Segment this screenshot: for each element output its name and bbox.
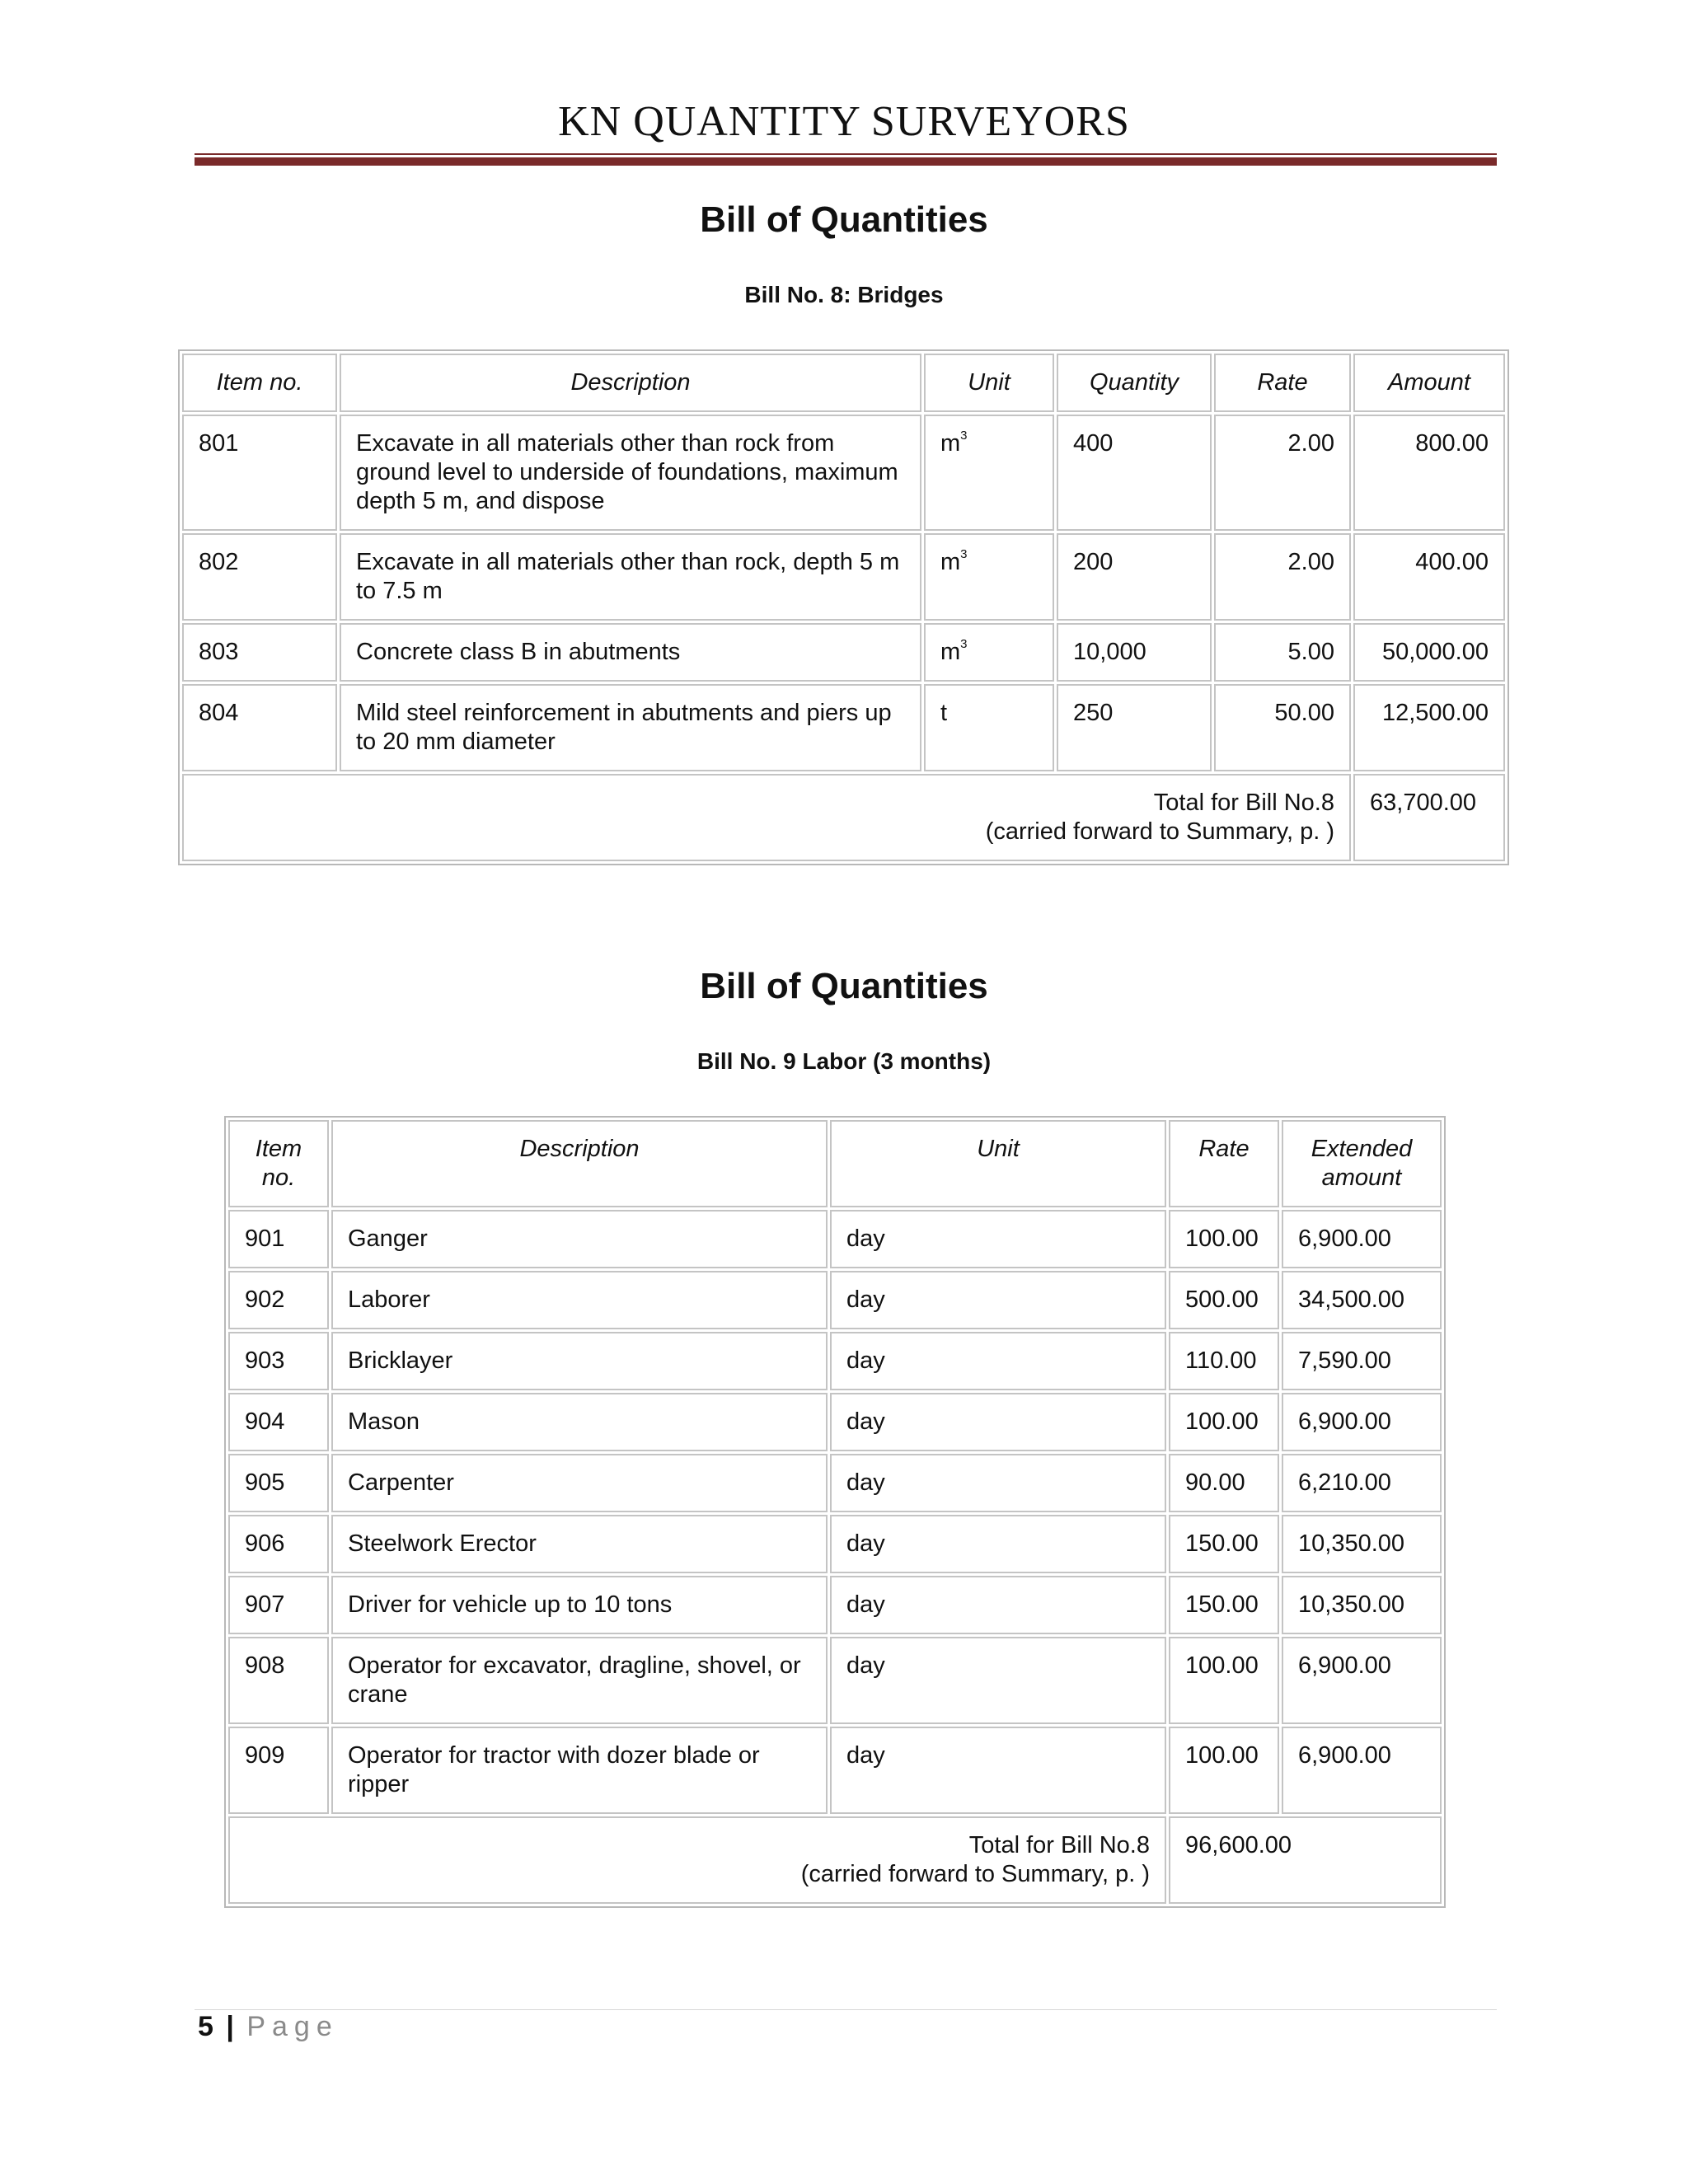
bill8-total-amount: 63,700.00: [1353, 774, 1505, 861]
page-label: Page: [246, 2011, 339, 2042]
bill8-total-label: Total for Bill No.8: [1153, 790, 1334, 816]
amount: 800.00: [1353, 415, 1505, 531]
rate: 100.00: [1169, 1393, 1279, 1451]
description: Concrete class B in abutments: [340, 623, 921, 682]
table-row: [228, 1727, 1442, 1814]
item-no: 801: [182, 415, 337, 531]
rate: 100.00: [1169, 1637, 1279, 1724]
unit: [924, 415, 1054, 531]
quantity: 250: [1057, 684, 1212, 771]
table-row: [228, 1576, 1442, 1634]
unit: day: [830, 1727, 1166, 1814]
extended-amount: 10,350.00: [1282, 1576, 1442, 1634]
description: Bricklayer: [331, 1332, 828, 1390]
table-row: [182, 684, 1505, 771]
bill9-total-amount: 96,600.00: [1169, 1816, 1442, 1904]
bill8-total-note: (carried forward to Summary, p. ): [985, 818, 1334, 845]
extended-amount: 6,210.00: [1282, 1454, 1442, 1512]
amount: 12,500.00: [1353, 684, 1505, 771]
unit: day: [830, 1271, 1166, 1329]
extended-amount: 34,500.00: [1282, 1271, 1442, 1329]
item-no: 802: [182, 533, 337, 621]
table-row: [228, 1393, 1442, 1451]
unit-superscript: 3: [960, 637, 968, 651]
item-no: 902: [228, 1271, 329, 1329]
page-number: 5: [198, 2011, 213, 2042]
quantity: 200: [1057, 533, 1212, 621]
bill8-title: Bill of Quantities: [700, 199, 988, 240]
bill9-title: Bill of Quantities: [700, 966, 988, 1006]
quantity: 10,000: [1057, 623, 1212, 682]
bill9-col-item: Item no.: [228, 1120, 329, 1207]
bill8-col-unit: Unit: [924, 354, 1054, 412]
amount: 400.00: [1353, 533, 1505, 621]
bill8-col-amount: Amount: [1353, 354, 1505, 412]
description: Ganger: [331, 1210, 828, 1268]
unit: [924, 533, 1054, 621]
bill8-col-rate: Rate: [1214, 354, 1351, 412]
item-no: 909: [228, 1727, 329, 1814]
rate: 2.00: [1214, 415, 1351, 531]
bill9-total-label: Total for Bill No.8: [968, 1832, 1150, 1858]
bill8-subtitle: Bill No. 8: Bridges: [744, 282, 944, 307]
unit: day: [830, 1637, 1166, 1724]
bill8-col-quantity: Quantity: [1057, 354, 1212, 412]
extended-amount: 6,900.00: [1282, 1727, 1442, 1814]
unit: [924, 684, 1054, 771]
item-no: 804: [182, 684, 337, 771]
header-rule-thick: [195, 157, 1497, 166]
bill9-col-description: Description: [331, 1120, 828, 1207]
unit-text: m: [940, 549, 961, 575]
table-row: [228, 1210, 1442, 1268]
bill8-col-description: Description: [340, 354, 921, 412]
item-no: 908: [228, 1637, 329, 1724]
description: Steelwork Erector: [331, 1515, 828, 1573]
extended-amount: 6,900.00: [1282, 1210, 1442, 1268]
amount: 50,000.00: [1353, 623, 1505, 682]
bill9-col-rate: Rate: [1169, 1120, 1279, 1207]
rate: 150.00: [1169, 1576, 1279, 1634]
unit-text: m: [940, 430, 961, 457]
rate: 100.00: [1169, 1210, 1279, 1268]
bill9-col-unit: Unit: [830, 1120, 1166, 1207]
header-rule-thin: [195, 153, 1497, 155]
extended-amount: 7,590.00: [1282, 1332, 1442, 1390]
item-no: 901: [228, 1210, 329, 1268]
item-no: 906: [228, 1515, 329, 1573]
quantity: 400: [1057, 415, 1212, 531]
table-row: [182, 623, 1505, 682]
bill9-total-row: [228, 1816, 1442, 1904]
description: Laborer: [331, 1271, 828, 1329]
bill8-total-label-cell: [182, 774, 1351, 861]
unit: day: [830, 1393, 1166, 1451]
table-row: [228, 1454, 1442, 1512]
bill8-table: [178, 349, 1509, 865]
extended-amount: 6,900.00: [1282, 1637, 1442, 1724]
unit: day: [830, 1454, 1166, 1512]
bill8-header-row: [182, 354, 1505, 412]
unit: day: [830, 1576, 1166, 1634]
unit-superscript: 3: [960, 547, 968, 561]
rate: 2.00: [1214, 533, 1351, 621]
table-row: [182, 533, 1505, 621]
rate: 110.00: [1169, 1332, 1279, 1390]
table-row: [228, 1637, 1442, 1724]
rate: 500.00: [1169, 1271, 1279, 1329]
table-row: [228, 1332, 1442, 1390]
extended-amount: 6,900.00: [1282, 1393, 1442, 1451]
unit: day: [830, 1332, 1166, 1390]
bill9-col-extended-amount: Extended amount: [1282, 1120, 1442, 1207]
table-row: [182, 415, 1505, 531]
description: Excavate in all materials other than rock from ground level to underside of foundations, maximum depth 5 m, and dispose: [340, 415, 921, 531]
bill9-table: [224, 1116, 1446, 1908]
item-no: 803: [182, 623, 337, 682]
company-name: KN QUANTITY SURVEYORS: [558, 98, 1130, 145]
bill9-header-row: [228, 1120, 1442, 1207]
description: Operator for excavator, dragline, shovel, or crane: [331, 1637, 828, 1724]
description: Excavate in all materials other than rock, depth 5 m to 7.5 m: [340, 533, 921, 621]
item-no: 905: [228, 1454, 329, 1512]
rate: 50.00: [1214, 684, 1351, 771]
unit-text: m: [940, 639, 961, 665]
rate: 5.00: [1214, 623, 1351, 682]
description: Carpenter: [331, 1454, 828, 1512]
unit: [924, 623, 1054, 682]
extended-amount: 10,350.00: [1282, 1515, 1442, 1573]
unit: day: [830, 1515, 1166, 1573]
item-no: 903: [228, 1332, 329, 1390]
page-separator: |: [226, 2011, 234, 2042]
footer-rule: [195, 2009, 1497, 2010]
bill9-total-note: (carried forward to Summary, p. ): [800, 1861, 1150, 1887]
rate: 90.00: [1169, 1454, 1279, 1512]
item-no: 904: [228, 1393, 329, 1451]
unit-text: t: [940, 700, 948, 726]
table-row: [228, 1271, 1442, 1329]
unit: day: [830, 1210, 1166, 1268]
rate: 150.00: [1169, 1515, 1279, 1573]
description: Mason: [331, 1393, 828, 1451]
bill9-total-label-cell: [228, 1816, 1166, 1904]
bill8-total-row: [182, 774, 1505, 861]
rate: 100.00: [1169, 1727, 1279, 1814]
description: Operator for tractor with dozer blade or ripper: [331, 1727, 828, 1814]
description: Mild steel reinforcement in abutments and piers up to 20 mm diameter: [340, 684, 921, 771]
unit-superscript: 3: [960, 429, 968, 443]
table-row: [228, 1515, 1442, 1573]
description: Driver for vehicle up to 10 tons: [331, 1576, 828, 1634]
item-no: 907: [228, 1576, 329, 1634]
bill9-subtitle: Bill No. 9 Labor (3 months): [696, 1048, 992, 1074]
page-footer: [198, 2011, 339, 2043]
bill8-col-item: Item no.: [182, 354, 337, 412]
